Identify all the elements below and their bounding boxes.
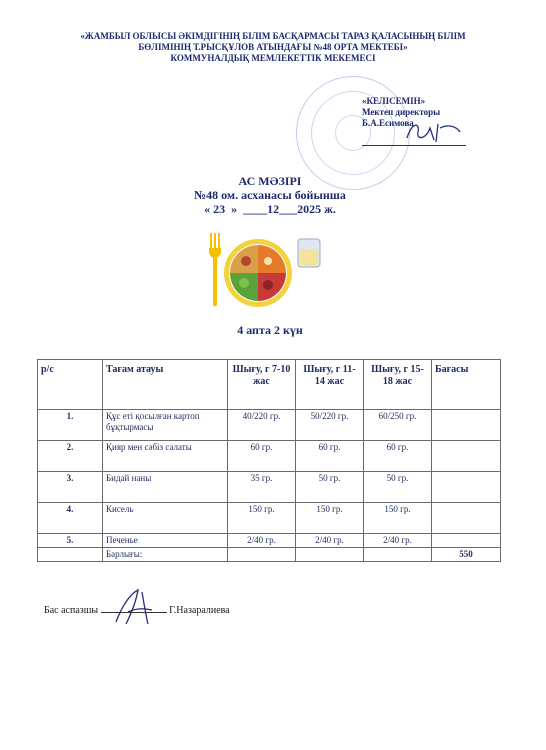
director-signature-icon: [404, 118, 466, 144]
school-header: [36, 31, 510, 64]
row-number: 4.: [38, 503, 103, 534]
table-row: [38, 503, 501, 534]
dish-price: [432, 534, 501, 548]
portion-11-14: 60 гр.: [296, 441, 364, 472]
row-number: 2.: [38, 441, 103, 472]
title-line-2: №48 ом. асханасы бойынша: [194, 188, 346, 202]
table-total-row: [38, 548, 501, 562]
dish-price: [432, 472, 501, 503]
total-empty-cell: [228, 548, 296, 562]
portion-7-10: 60 гр.: [228, 441, 296, 472]
approval-name: Б.А.Есимова: [362, 118, 414, 128]
dish-price: [432, 441, 501, 472]
dish-name: Печенье: [103, 534, 228, 548]
menu-table: [37, 359, 501, 562]
row-number: 1.: [38, 410, 103, 441]
dish-price: [432, 503, 501, 534]
header-line-1: «ЖАМБЫЛ ОБЛЫСЫ ӘКІМДІГІНІҢ БІЛІМ БАСҚАРМАСЫ ТАРАЗ ҚАЛАСЫНЫҢ БІЛІМ: [80, 31, 466, 41]
table-row: [38, 534, 501, 548]
total-label: Барлығы:: [103, 548, 228, 562]
title-date-line: « 23 » ____12___2025 ж.: [204, 202, 336, 216]
header-line-2: БӨЛІМІНІҢ Т.РЫСҚҰЛОВ АТЫНДАҒЫ №48 ОРТА МЕКТЕБІ»: [138, 42, 408, 52]
dish-name: Қияр мен сәбіз салаты: [103, 441, 228, 472]
portion-7-10: 35 гр.: [228, 472, 296, 503]
portion-11-14: 50/220 гр.: [296, 410, 364, 441]
chef-signature-block: [44, 605, 230, 616]
header-dish-name: Тағам атауы: [103, 360, 228, 410]
portion-11-14: 50 гр.: [296, 472, 364, 503]
total-empty-cell: [296, 548, 364, 562]
total-empty-cell: [38, 548, 103, 562]
table-header-row: [38, 360, 501, 410]
chef-name: Г.Назаралиева: [169, 605, 230, 616]
portion-11-14: 2/40 гр.: [296, 534, 364, 548]
portion-15-18: 60 гр.: [364, 441, 432, 472]
portion-15-18: 150 гр.: [364, 503, 432, 534]
header-line-3: КОММУНАЛДЫҚ МЕМЛЕКЕТТІК МЕКЕМЕСІ: [170, 53, 376, 63]
chef-signature-line: [101, 612, 167, 613]
table-row: [38, 472, 501, 503]
approval-label: «КЕЛІСЕМІН»: [362, 96, 426, 106]
round-stamp: [296, 76, 410, 190]
dish-name: Кисель: [103, 503, 228, 534]
food-plate-icon: [206, 231, 332, 309]
table-row: [38, 441, 501, 472]
dish-name: Құс еті қосылған картоп бұқтырмасы: [103, 410, 228, 441]
portion-11-14: 150 гр.: [296, 503, 364, 534]
dish-name: Бидай наны: [103, 472, 228, 503]
header-portion-11-14: Шығу, г 11-14 жас: [296, 360, 364, 410]
approval-role: Мектеп директоры: [362, 107, 441, 117]
row-number: 5.: [38, 534, 103, 548]
portion-15-18: 50 гр.: [364, 472, 432, 503]
portion-7-10: 2/40 гр.: [228, 534, 296, 548]
chef-role: Бас аспазшы: [44, 605, 99, 616]
approval-signature-line: [362, 145, 466, 146]
portion-15-18: 2/40 гр.: [364, 534, 432, 548]
table-row: [38, 410, 501, 441]
portion-15-18: 60/250 гр.: [364, 410, 432, 441]
dish-price: [432, 410, 501, 441]
total-value: 550: [432, 548, 501, 562]
menu-title: [150, 174, 390, 216]
header-portion-7-10: Шығу, г 7-10 жас: [228, 360, 296, 410]
week-day-label: 4 апта 2 күн: [237, 323, 303, 337]
header-portion-15-18: Шығу, г 15-18 жас: [364, 360, 432, 410]
row-number: 3.: [38, 472, 103, 503]
portion-7-10: 40/220 гр.: [228, 410, 296, 441]
header-number: р/с: [38, 360, 103, 410]
title-line-1: АС МӘЗІРІ: [238, 174, 302, 188]
portion-7-10: 150 гр.: [228, 503, 296, 534]
total-empty-cell: [364, 548, 432, 562]
header-price: Бағасы: [432, 360, 501, 410]
